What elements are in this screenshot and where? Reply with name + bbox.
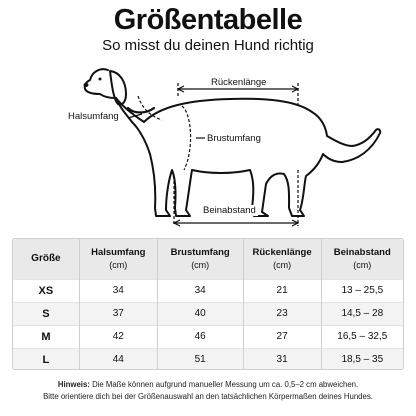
cell-leg-distance: 16,5 – 32,5 xyxy=(337,331,388,342)
cell-chest: 40 xyxy=(157,302,243,325)
header-leg-distance: Beinabstand (cm) xyxy=(333,246,391,270)
cell-leg-distance: 13 – 25,5 xyxy=(341,285,384,296)
back-length-label: Rückenlänge xyxy=(211,77,267,88)
cell-chest: 34 xyxy=(157,279,243,302)
header-neck: Halsumfang (cm) xyxy=(79,239,157,279)
cell-size: XS xyxy=(13,279,79,302)
dog-eye xyxy=(99,78,102,81)
cell-size: L xyxy=(13,348,79,370)
cell-neck: 44 xyxy=(79,348,157,370)
cell-chest: 46 xyxy=(157,325,243,348)
cell-neck: 34 xyxy=(79,279,157,302)
dog-measurement-diagram xyxy=(0,58,416,230)
page-title: Größentabelle xyxy=(113,4,303,36)
table-header-row xyxy=(13,239,403,279)
cell-leg-distance: 18,5 – 35 xyxy=(341,354,384,366)
cell-size: M xyxy=(13,325,79,348)
cell-size: S xyxy=(13,302,79,325)
hint-line-1: Hinweis: Die Maße können aufgrund manueller Messung um ca. 0,5–2 cm abweichen. xyxy=(57,380,359,389)
cell-neck: 42 xyxy=(79,325,157,348)
cell-neck: 37 xyxy=(79,302,157,325)
chest-label: Brustumfang xyxy=(207,133,261,144)
hint-line-2: Bitte orientiere dich bei der Größenauswahl an den tatsächlichen Körpermaßen deines Hundes. xyxy=(43,392,373,401)
cell-back-length: 31 xyxy=(243,348,321,370)
cell-leg-distance: 14,5 – 28 xyxy=(341,308,384,319)
cell-back-length: 21 xyxy=(243,279,321,302)
dog-nose xyxy=(84,83,89,87)
dog-collar xyxy=(128,108,154,113)
table-row xyxy=(13,279,403,302)
neck-label: Halsumfang xyxy=(68,111,119,122)
table-row xyxy=(13,325,403,348)
header-back-length: Rückenlänge (cm) xyxy=(243,239,321,279)
page-subtitle: So misst du deinen Hund richtig xyxy=(102,37,314,54)
cell-chest: 51 xyxy=(157,348,243,370)
cell-back-length: 27 xyxy=(243,325,321,348)
table-row xyxy=(13,302,403,325)
header-chest: Brustumfang (cm) xyxy=(157,239,243,279)
table-row xyxy=(13,348,403,370)
cell-back-length: 23 xyxy=(243,302,321,325)
hint-note xyxy=(0,379,416,403)
size-table xyxy=(12,238,404,370)
hint-label: Hinweis: xyxy=(57,380,90,389)
header-size: Größe xyxy=(13,239,79,279)
chest-measure-ring xyxy=(182,106,191,170)
leg-distance-label: Beinabstand xyxy=(203,205,256,216)
